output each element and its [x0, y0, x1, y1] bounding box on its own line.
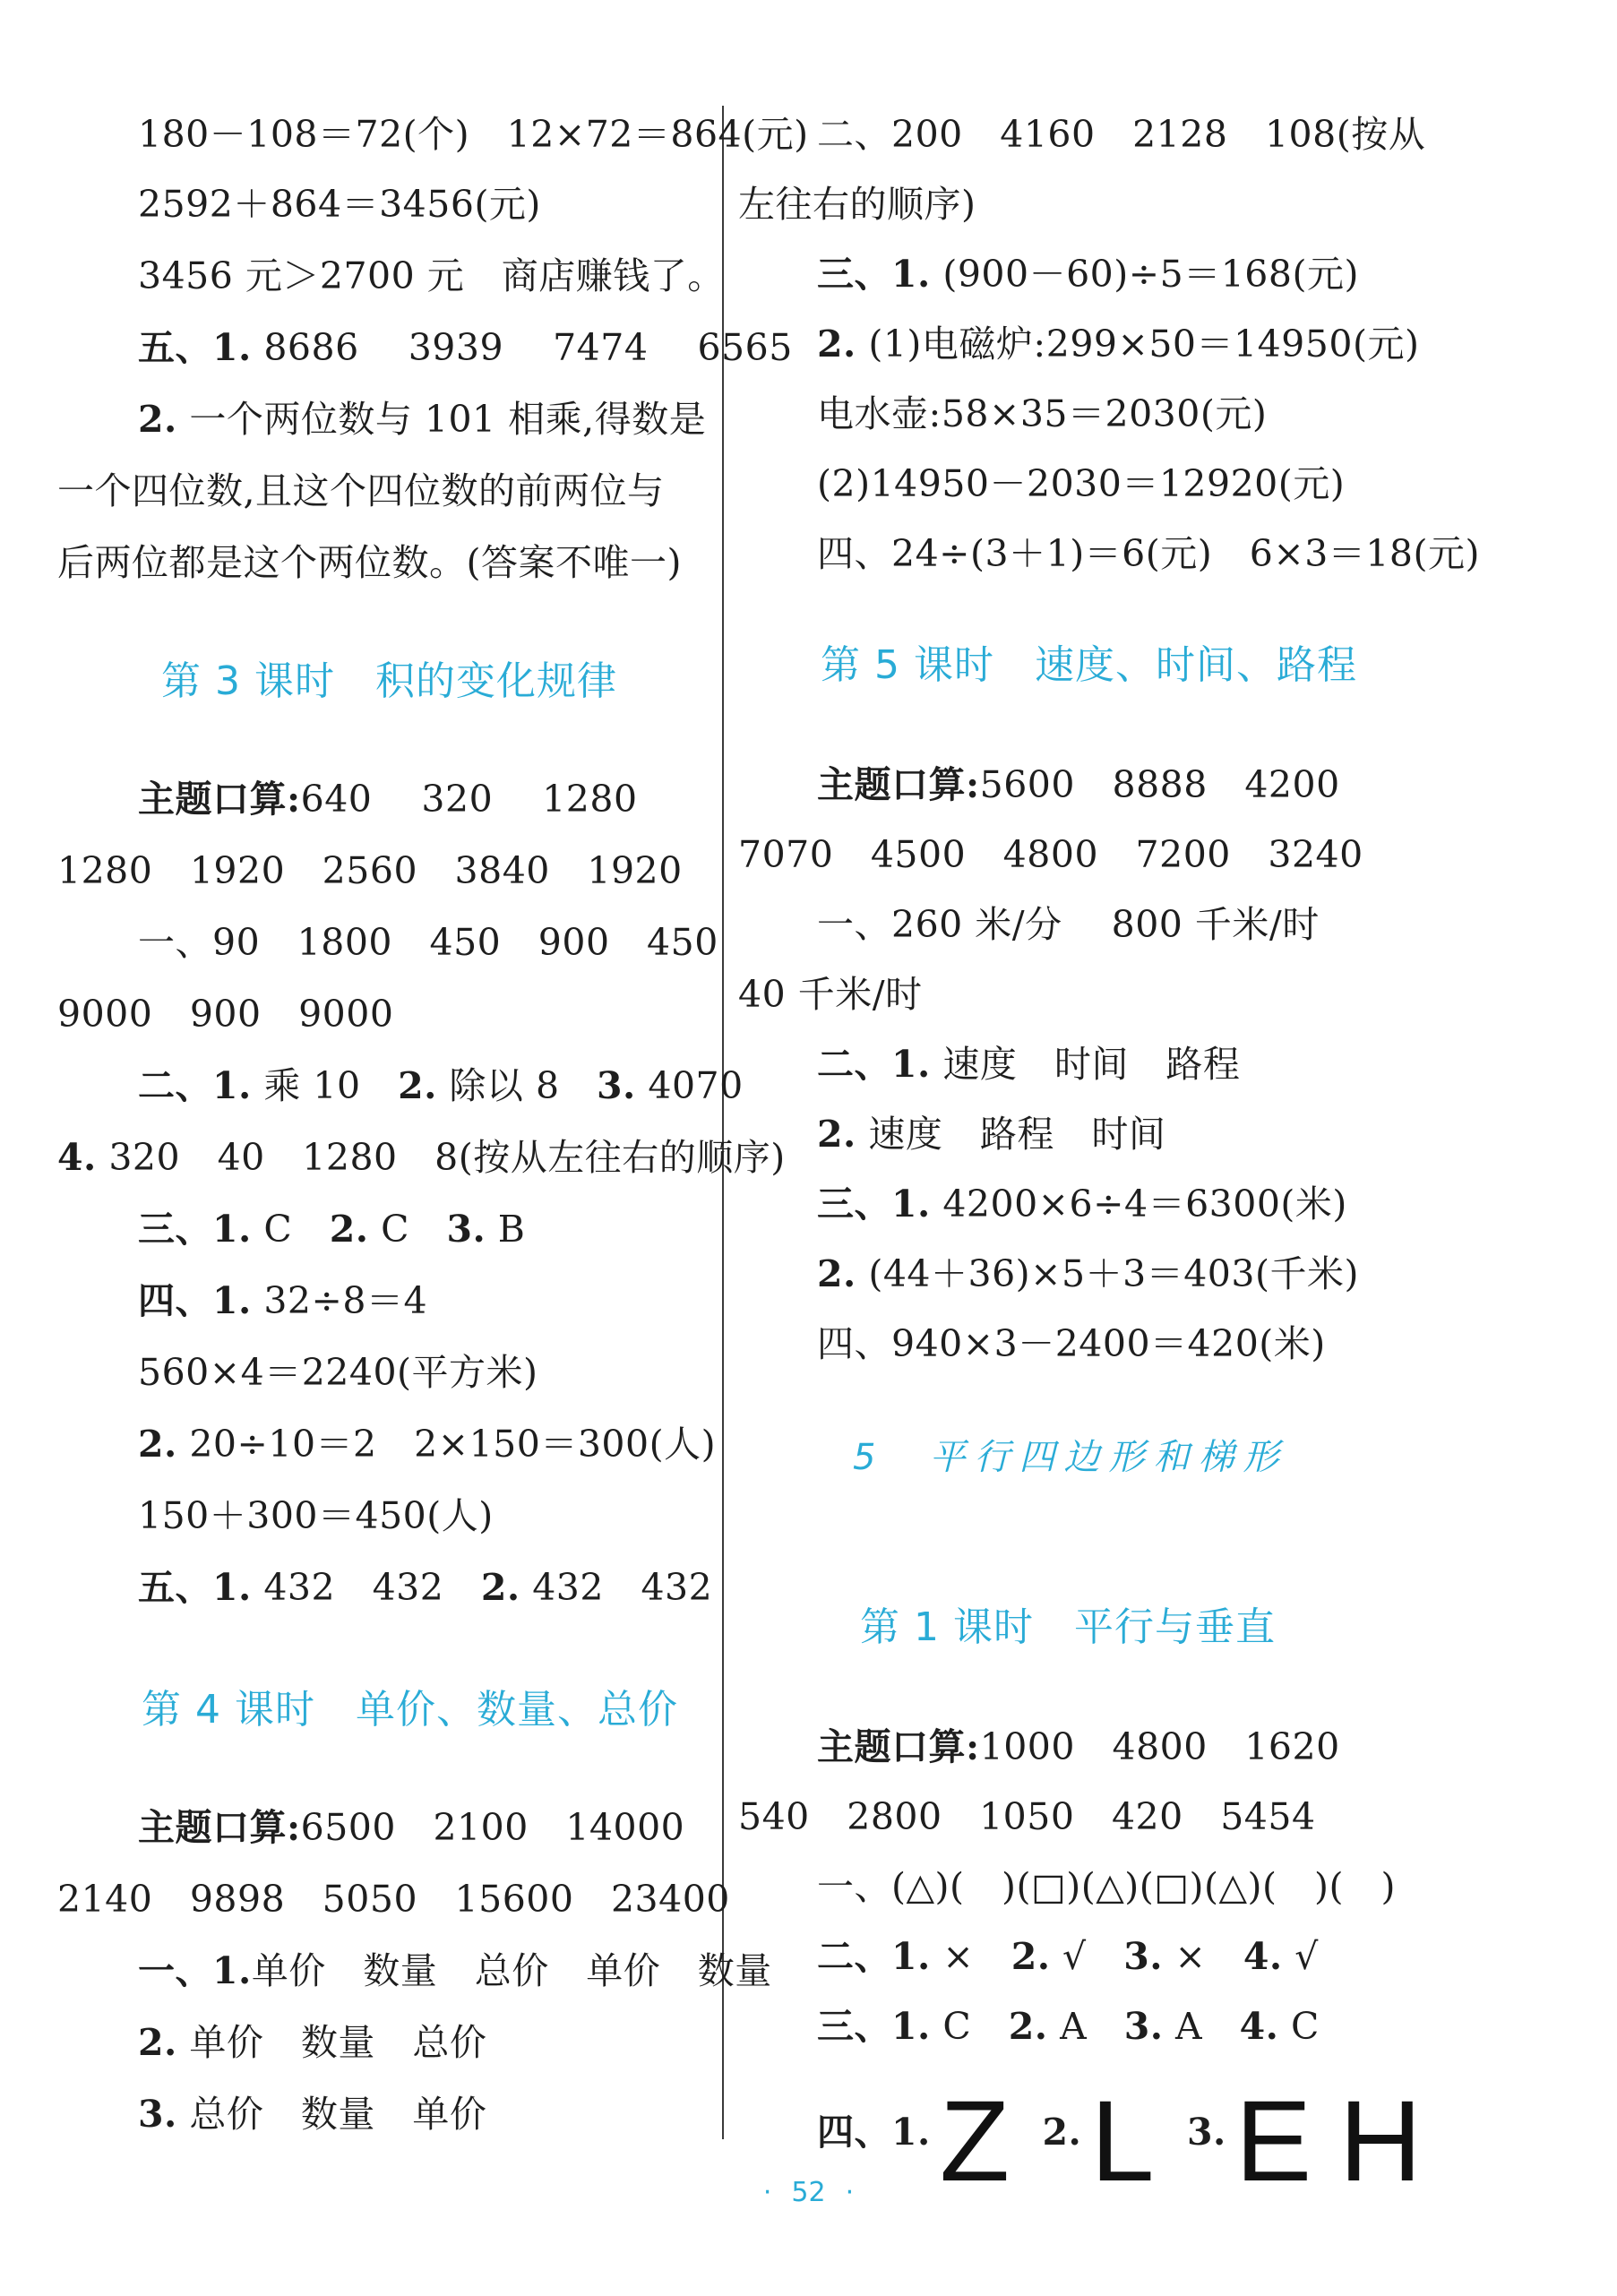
item-text: 20÷10＝2 2×150＝300(人) — [176, 1423, 717, 1466]
item-text: 1000 4800 1620 — [979, 1725, 1340, 1768]
text-line: 3456 元＞2700 元 商店赚钱了。 — [138, 254, 725, 297]
text-line: 2140 9898 5050 15600 23400 — [57, 1878, 730, 1921]
text-line: 9000 900 9000 — [57, 993, 394, 1036]
item-label: 2. — [817, 1113, 856, 1156]
text-line — [138, 2016, 486, 2069]
item-text: 4070 — [635, 1064, 744, 1107]
text-line: 1280 1920 2560 3840 1920 — [57, 849, 683, 892]
footer-dot: · — [762, 2177, 772, 2208]
item-label: 2. — [398, 1064, 437, 1107]
item-text: 单价 数量 总价 单价 数量 — [251, 1949, 772, 1992]
text-line: 540 2800 1050 420 5454 — [738, 1795, 1316, 1838]
text-line: 四、24÷(3＋1)＝6(元) 6×3＝18(元) — [817, 532, 1480, 575]
text-line — [138, 1561, 712, 1614]
oral-calc-label: 主题口算: — [138, 778, 301, 821]
item-text: C — [368, 1208, 447, 1251]
item-label: 二、1. — [817, 1935, 931, 1978]
item-label: 四、1. — [817, 2111, 931, 2154]
item-label: 3. — [1123, 1935, 1163, 1978]
item-label: 一、1. — [138, 1949, 252, 1992]
oral-calc-label: 主题口算: — [817, 763, 980, 806]
text-line: 四、940×3－2400＝420(米) — [817, 1322, 1326, 1365]
item-label: 3. — [1123, 2005, 1164, 2048]
lesson-heading: 第 3 课时 积的变化规律 — [161, 658, 617, 704]
item-text: 单价 数量 总价 — [176, 2021, 487, 2064]
text-line: 一个四位数,且这个四位数的前两位与 — [57, 469, 665, 512]
item-label: 三、1. — [138, 1208, 252, 1251]
page-footer — [0, 2177, 1617, 2208]
text-line — [138, 2087, 486, 2141]
item-label: 2. — [817, 322, 856, 365]
text-line — [138, 1202, 525, 1256]
text-line: 电水壶:58×35＝2030(元) — [817, 392, 1268, 435]
letter-e: E — [1234, 2077, 1312, 2206]
item-text: × — [1163, 1935, 1243, 1978]
text-line — [138, 1274, 427, 1328]
page-number: 52 — [791, 2177, 826, 2208]
item-text: A — [1163, 2005, 1240, 2048]
item-text: 432 432 — [520, 1566, 713, 1609]
item-text: C — [930, 2005, 1009, 2048]
column-divider — [722, 106, 724, 2139]
item-label: 2. — [329, 1208, 369, 1251]
item-label: 三、1. — [817, 1182, 931, 1225]
text-line — [57, 1131, 786, 1184]
text-line — [817, 317, 1419, 371]
item-label: 2. — [480, 1566, 520, 1609]
text-line — [817, 1037, 1240, 1091]
text-line — [817, 247, 1359, 301]
item-text: √ — [1050, 1935, 1124, 1978]
text-line — [817, 1177, 1347, 1231]
item-text: C — [251, 1208, 330, 1251]
text-line — [817, 1720, 1340, 1774]
item-text: 4200×6÷4＝6300(米) — [930, 1182, 1347, 1225]
item-label: 3. — [138, 2093, 177, 2136]
letter-z: Z — [939, 2077, 1011, 2206]
text-line — [138, 1801, 684, 1854]
letter-answers — [817, 2077, 1423, 2206]
item-text: 一个两位数与 101 相乘,得数是 — [176, 398, 707, 441]
item-text: 32÷8＝4 — [251, 1279, 428, 1322]
item-label: 2. — [1008, 2005, 1048, 2048]
item-text: × — [930, 1935, 1011, 1978]
lesson-heading: 第 4 课时 单价、数量、总价 — [142, 1687, 678, 1733]
text-line — [138, 1059, 744, 1113]
item-text: 除以 8 — [436, 1064, 598, 1107]
item-text: 320 40 1280 8(按从左往右的顺序) — [96, 1136, 786, 1179]
text-line: 一、(△)( )(□)(△)(□)(△)( )( ) — [817, 1865, 1396, 1908]
text-line — [138, 1944, 772, 1998]
footer-dot: · — [845, 2177, 855, 2208]
item-label: 2. — [1011, 1935, 1051, 1978]
item-label: 3. — [597, 1064, 636, 1107]
oral-calc-label: 主题口算: — [138, 1806, 301, 1849]
item-text: (1)电磁炉:299×50＝14950(元) — [856, 322, 1420, 365]
item-label: 五、1. — [138, 326, 252, 369]
text-line: (2)14950－2030＝12920(元) — [817, 462, 1346, 505]
item-text: 8686 3939 7474 6565 — [251, 326, 793, 369]
item-label: 3. — [1187, 2111, 1226, 2154]
oral-calc-label: 主题口算: — [817, 1725, 980, 1768]
item-text: √ — [1282, 1935, 1319, 1978]
item-label: 二、1. — [817, 1043, 931, 1086]
text-line — [817, 758, 1340, 812]
item-label: 2. — [138, 398, 177, 441]
lesson-heading: 第 1 课时 平行与垂直 — [860, 1604, 1276, 1650]
text-line: 一、90 1800 450 900 450 — [138, 921, 718, 964]
text-line: 40 千米/时 — [738, 973, 923, 1016]
text-line — [138, 1417, 716, 1471]
text-line: 150＋300＝450(人) — [138, 1494, 494, 1537]
item-text: (900－60)÷5＝168(元) — [930, 253, 1359, 296]
item-text: 5600 8888 4200 — [979, 763, 1340, 806]
item-text: 总价 数量 单价 — [176, 2093, 487, 2136]
item-label: 2. — [817, 1252, 856, 1295]
item-text: (44＋36)×5＋3＝403(千米) — [856, 1252, 1359, 1295]
item-label: 2. — [1042, 2111, 1082, 2154]
text-line: 7070 4500 4800 7200 3240 — [738, 833, 1363, 876]
item-label: 2. — [138, 2021, 177, 2064]
item-label: 三、1. — [817, 2005, 931, 2048]
item-text: 乘 10 — [251, 1064, 399, 1107]
text-line: 一、260 米/分 800 千米/时 — [817, 903, 1320, 946]
text-line: 2592＋864＝3456(元) — [138, 183, 541, 226]
text-line: 左往右的顺序) — [738, 183, 976, 226]
text-line: 后两位都是这个两位数。(答案不唯一) — [57, 541, 682, 584]
item-text: A — [1047, 2005, 1124, 2048]
item-label: 4. — [1243, 1935, 1283, 1978]
item-label: 三、1. — [817, 253, 931, 296]
lesson-heading: 第 5 课时 速度、时间、路程 — [821, 642, 1357, 688]
unit-heading: 5 平行四边形和梯形 — [853, 1437, 1288, 1478]
left-column — [57, 0, 809, 2186]
text-line — [138, 772, 638, 826]
letter-l: L — [1090, 2077, 1155, 2206]
item-text: 6500 2100 14000 — [300, 1806, 685, 1849]
text-line: 560×4＝2240(平方米) — [138, 1351, 538, 1394]
text-line — [817, 1107, 1165, 1161]
item-label: 四、1. — [138, 1279, 252, 1322]
item-label: 4. — [1239, 2005, 1279, 2048]
text-line — [817, 1247, 1359, 1301]
text-line: 二、200 4160 2128 108(按从 — [817, 113, 1426, 156]
text-line: 180－108＝72(个) 12×72＝864(元) — [138, 113, 809, 156]
item-text: 640 320 1280 — [300, 778, 638, 821]
item-label: 2. — [138, 1423, 177, 1466]
item-label: 五、1. — [138, 1566, 252, 1609]
item-label: 二、1. — [138, 1064, 252, 1107]
item-label: 3. — [446, 1208, 486, 1251]
item-text: 速度 路程 时间 — [856, 1113, 1166, 1156]
item-text: 速度 时间 路程 — [930, 1043, 1241, 1086]
text-line — [138, 392, 706, 446]
item-text: 432 432 — [251, 1566, 481, 1609]
item-text: C — [1278, 2005, 1320, 2048]
text-line — [817, 1999, 1320, 2053]
text-line — [817, 1930, 1319, 1983]
text-line — [138, 321, 793, 374]
item-text: B — [486, 1208, 526, 1251]
letter-h: H — [1338, 2077, 1423, 2206]
right-column — [738, 0, 1480, 2206]
item-label: 4. — [57, 1136, 97, 1179]
